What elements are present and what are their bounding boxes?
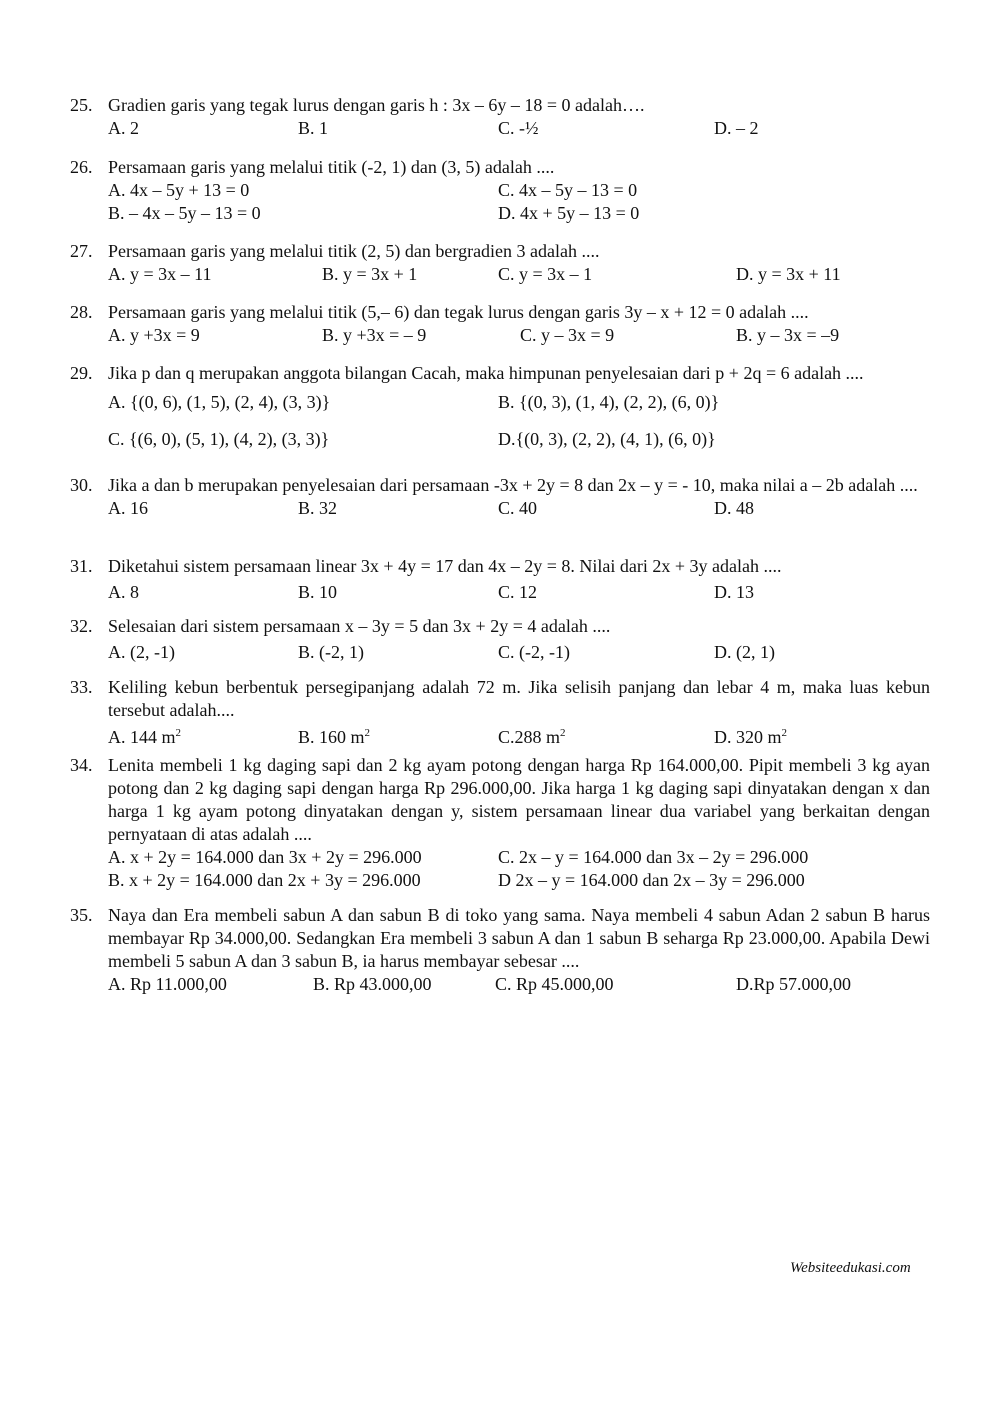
- question-stem: Lenita membeli 1 kg daging sapi dan 2 kg ayam potong dengan harga Rp 164.000,00. Pipit membeli 3 kg ayan potong dan 2 kg daging sapi dengan harga Rp 296.000,00. Jika harga 1 kg daging sapi dinyatakan dengan x dan harga 1 kg ayam potong dinyatakan dengan y, sistem persamaan linear dua variabel yang berkaitan dengan pernyataan di atas adalah ....: [108, 755, 930, 844]
- question-stem: Selesaian dari sistem persamaan x – 3y = 5 dan 3x + 2y = 4 adalah ....: [108, 616, 611, 636]
- question-number: 29.: [70, 363, 93, 383]
- option-a: A. {(0, 6), (1, 5), (2, 4), (3, 3)}: [108, 392, 331, 412]
- option-a: A. 4x – 5y + 13 = 0: [108, 180, 250, 200]
- option-d: D. 13: [714, 582, 754, 602]
- superscript: 2: [781, 727, 787, 739]
- question-number: 32.: [70, 616, 93, 636]
- option-d: D. 320 $m^2$: [714, 727, 787, 747]
- question-number: 34.: [70, 755, 93, 775]
- option-d: D. y = 3x + 11: [736, 264, 841, 284]
- question-number: 31.: [70, 556, 93, 576]
- question-stem: Naya dan Era membeli sabun A dan sabun B di toko yang sama. Naya membeli 4 sabun Adan 2 sabun B harus membayar Rp 34.000,00. Sedangkan Era membeli 3 sabun A dan 1 sabun B seharga Rp 23.000,00. Apabila Dewi membeli 5 sabun A dan 3 sabun B, ia harus membayar sebesar ....: [108, 905, 930, 971]
- option-b: B. 32: [298, 498, 338, 518]
- question-number: 30.: [70, 475, 93, 495]
- option-b: B. 10: [298, 582, 338, 602]
- question-stem: Persamaan garis yang melalui titik (-2, 1) dan (3, 5) adalah ....: [108, 157, 555, 177]
- option-d: D. 48: [714, 498, 754, 518]
- question-stem: Keliling kebun berbentuk persegipanjang adalah 72 m. Jika selisih panjang dan lebar 4 m, maka luas kebun tersebut adalah....: [108, 677, 930, 720]
- superscript: 2: [175, 727, 181, 739]
- superscript: 2: [364, 727, 371, 739]
- option-c: C. -½: [498, 118, 539, 138]
- question-33: [70, 676, 930, 745]
- option-c: C. 4x – 5y – 13 = 0: [498, 180, 638, 200]
- option-b: B. – 4x – 5y – 13 = 0: [108, 203, 261, 223]
- option-c: C. Rp 45.000,00: [495, 974, 614, 994]
- option-b: B. (-2, 1): [298, 642, 364, 662]
- option-c: C.288 $m^2$: [498, 727, 566, 747]
- option-b: B. Rp 43.000,00: [313, 974, 432, 994]
- question-number: 25.: [70, 95, 93, 115]
- option-d: B. y – 3x = –9: [736, 325, 840, 345]
- question-34: [70, 754, 930, 892]
- option-d: D.Rp 57.000,00: [736, 974, 852, 994]
- question-30: [70, 474, 930, 520]
- option-a: A. Rp 11.000,00: [108, 974, 227, 994]
- option-d: D. 4x + 5y – 13 = 0: [498, 203, 640, 223]
- question-31: [70, 555, 930, 604]
- superscript: 2: [560, 727, 566, 739]
- option-c: C. 40: [498, 498, 538, 518]
- question-27: [70, 240, 930, 286]
- option-a: A. 144 $m^2$: [108, 727, 181, 747]
- option-b: B. 160 $m^2$: [298, 727, 371, 747]
- option-d: D. – 2: [714, 118, 759, 138]
- option-a: A. 2: [108, 118, 139, 138]
- question-stem: Jika p dan q merupakan anggota bilangan Cacah, maka himpunan penyelesaian dari p + 2q = 6 adalah ....: [108, 363, 864, 383]
- option-c: C. 12: [498, 582, 538, 602]
- question-28: [70, 301, 930, 347]
- option-a: A. 8: [108, 582, 139, 602]
- question-stem: Jika a dan b merupakan penyelesaian dari persamaan -3x + 2y = 8 dan 2x – y = - 10, maka nilai a – 2b adalah ....: [108, 475, 918, 495]
- question-32: [70, 615, 930, 664]
- option-c: C. y – 3x = 9: [520, 325, 615, 345]
- question-stem: Persamaan garis yang melalui titik (2, 5) dan bergradien 3 adalah ....: [108, 241, 600, 261]
- question-number: 27.: [70, 241, 93, 261]
- option-c: C. y = 3x – 1: [498, 264, 593, 284]
- question-number: 28.: [70, 302, 93, 322]
- option-a: A. 16: [108, 498, 148, 518]
- option-b: B. x + 2y = 164.000 dan 2x + 3y = 296.000: [108, 870, 421, 890]
- question-25: [70, 94, 930, 140]
- question-number: 35.: [70, 905, 93, 925]
- question-29: [70, 362, 930, 450]
- question-26: [70, 156, 930, 225]
- option-b: B. y +3x = – 9: [322, 325, 427, 345]
- option-c: C. {(6, 0), (5, 1), (4, 2), (3, 3)}: [108, 429, 330, 449]
- question-stem: Gradien garis yang tegak lurus dengan garis h : 3x – 6y – 18 = 0 adalah….: [108, 95, 645, 115]
- option-d: D. (2, 1): [714, 642, 775, 662]
- option-d: D 2x – y = 164.000 dan 2x – 3y = 296.000: [498, 870, 805, 890]
- question-stem: Persamaan garis yang melalui titik (5,– 6) dan tegak lurus dengan garis 3y – x + 12 = 0 adalah ....: [108, 302, 809, 322]
- option-d: D.{(0, 3), (2, 2), (4, 1), (6, 0)}: [498, 429, 716, 449]
- option-a: A. (2, -1): [108, 642, 175, 662]
- option-a: A. x + 2y = 164.000 dan 3x + 2y = 296.000: [108, 847, 422, 867]
- question-stem: Diketahui sistem persamaan linear 3x + 4y = 17 dan 4x – 2y = 8. Nilai dari 2x + 3y adalah ....: [108, 556, 782, 576]
- option-b: B. 1: [298, 118, 329, 138]
- option-a: A. y +3x = 9: [108, 325, 200, 345]
- option-c: C. (-2, -1): [498, 642, 570, 662]
- option-a: A. y = 3x – 11: [108, 264, 212, 284]
- question-number: 26.: [70, 157, 93, 177]
- question-number: 33.: [70, 677, 93, 697]
- footer-source: Websiteedukasi.com: [790, 1260, 911, 1276]
- question-35: [70, 904, 930, 996]
- option-b: B. {(0, 3), (1, 4), (2, 2), (6, 0)}: [498, 392, 720, 412]
- option-c: C. 2x – y = 164.000 dan 3x – 2y = 296.000: [498, 847, 809, 867]
- option-b: B. y = 3x + 1: [322, 264, 418, 284]
